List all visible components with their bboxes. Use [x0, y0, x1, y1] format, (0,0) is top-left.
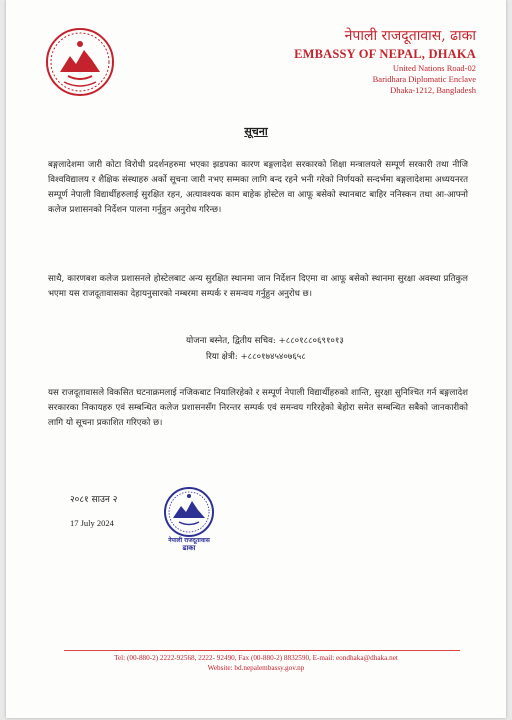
footer-divider — [64, 650, 460, 651]
notice-paragraph-1: बङ्गलादेशमा जारी कोटा विरोधी प्रदर्शनहरुमा भएका झडपका कारण बङ्गलादेश सरकारको शिक्षा मन्त्रालयले सम्पूर्ण सरकारी तथा नीजि विश्वविद्यालय र शैक्षिक संस्थाहरु अर्को सूचना जारी नभए सम्मका लागि बन्द रहने भनी गरेको निर्णयको सन्दर्भमा बङ्गलादेशमा अध्ययनरत सम्पूर्ण नेपाली विद्यार्थीहरुलाई सुरक्षित रहन, अत्यावश्यक काम बाहेक होस्टेल वा आफू बसेको स्थानबाट बाहिर ननिस्कन तथा आ-आफ्नो कलेज प्रशासनको निर्देशन पालना गर्नुहुन अनुरोध गरिन्छ। — [48, 160, 468, 215]
footer-contact-line: Tel: (00-880-2) 2222-92568, 2222- 92490, Fax (00-880-2) 8832590, E-mail: eondhaka@dhaka.net — [114, 654, 398, 662]
notice-paragraph-2: साथै, कारणबश कलेज प्रशासनले होस्टेलबाट अन्य सुरक्षित स्थानमा जान निर्देशन दिएमा वा आफू बसेको स्थानमा सुरक्षा अवस्था प्रतिकुल भएमा यस राजदूतावासका देहायनुसारको नम्बरमा सम्पर्क र समन्वय गर्नुहुन अनुरोध छ। — [48, 274, 468, 299]
address-line-2: Baridhara Diplomatic Enclave — [372, 74, 476, 84]
nepal-emblem-icon — [44, 26, 116, 98]
date-nepali: २०८१ साउन २ — [70, 495, 118, 505]
embassy-header — [196, 28, 476, 96]
contact-2: रिया क्षेत्री: +८८०१७४५४०७६५८ — [206, 352, 306, 362]
embassy-title-english: EMBASSY OF NEPAL, DHAKA — [294, 47, 476, 61]
footer-website-line: Website: bd.nepalembassy.gov.np — [207, 664, 305, 672]
notice-title: सूचना — [244, 125, 268, 138]
seal-city: ढाका — [182, 543, 196, 552]
address-line-1: United Nations Road-02 — [392, 63, 476, 73]
footer — [6, 653, 506, 673]
notice-paragraph-3: यस राजदूतावासले विकसित घटनाक्रमलाई नजिकबाट नियालिरहेको र सम्पूर्ण नेपाली विद्यार्थीहरुको शान्ति, सुरक्षा सुनिश्चित गर्न बङ्गलादेश सरकारका निकायहरु एवं सम्बन्धित कलेज प्रशासनसँग निरन्तर सम्पर्क एवं समन्वय गरिरहेको बेहोरा समेत सम्बन्धित सबैको जानकारीको लागि यो सूचना प्रकाशित गरिएको छ। — [48, 388, 468, 428]
date-english: 17 July 2024 — [70, 518, 114, 528]
contact-1: योजना बस्नेत, द्वितीय सचिव: +८८०१८८०६९१०१३ — [186, 336, 344, 346]
address-line-3: Dhaka-1212, Bangladesh — [390, 85, 476, 95]
seal-label: नेपाली राजदूतावास — [168, 537, 210, 544]
embassy-title-nepali: नेपाली राजदूतावास, ढाका — [344, 28, 476, 44]
letter-page — [6, 0, 506, 718]
contact-list — [186, 333, 344, 365]
